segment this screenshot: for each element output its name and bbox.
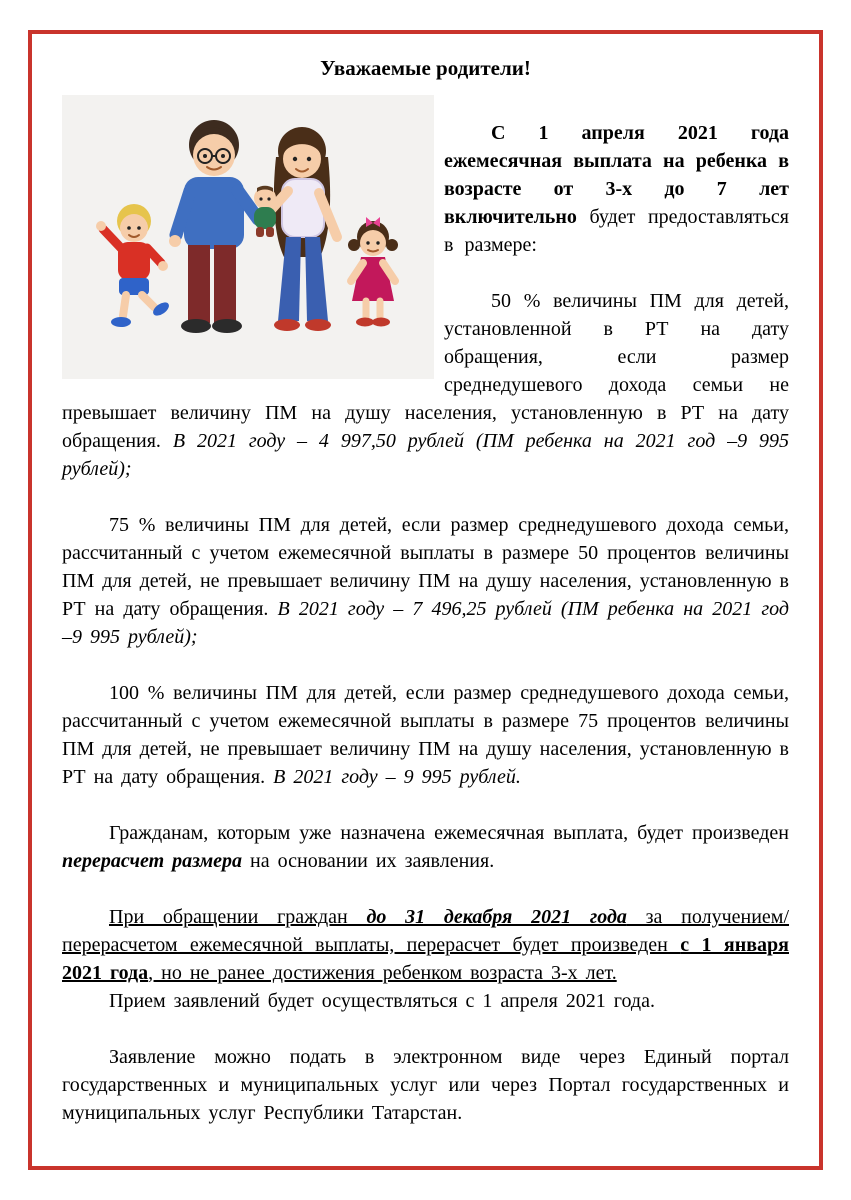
family-illustration — [62, 95, 434, 379]
paragraph-deadline — [62, 903, 789, 987]
paragraph-payment-75 — [62, 511, 789, 651]
family-cartoon-svg — [62, 95, 434, 379]
deadline-start-date: с 1 января 2021 года — [62, 934, 789, 984]
recalculation-emphasis: перерасчет размера — [62, 850, 243, 872]
paragraph-portal: Заявление можно подать в электронном виде через Единый портал государственных и муниципальных услуг или через Портал государственных и муниципальных услуг Республики Татарстан. — [62, 1046, 789, 1124]
payment-50-text: 50 % величины ПМ для детей, установленной в РТ на дату обращения, если размер среднедушевого дохода семьи не превышает величину ПМ на душу населения, установленную в РТ на дату обращения. — [62, 290, 789, 452]
payment-100-amount: В 2021 году – 9 995 рублей. — [273, 766, 521, 788]
payment-50-amount: В 2021 году – 4 997,50 рублей (ПМ ребенка на 2021 год –9 995 рублей); — [62, 430, 789, 480]
deadline-text-2: за получением/перерасчетом ежемесячной выплаты, перерасчет будет произведен — [62, 906, 790, 956]
deadline-text-1: При обращении граждан — [109, 906, 367, 928]
payment-100-text: 100 % величины ПМ для детей, если размер среднедушевого дохода семьи, рассчитанный с учетом ежемесячной выплаты в размере 75 процентов величины ПМ для детей, не превышает величину ПМ на душу населения, установленную в РТ на дату обращения. — [62, 682, 789, 788]
paragraph-acceptance: Прием заявлений будет осуществляться с 1 апреля 2021 года. — [109, 990, 655, 1012]
intro-bold-text: С 1 апреля 2021 года ежемесячная выплата на ребенка в возрасте от 3-х до 7 лет включительно — [444, 122, 789, 228]
paragraph-recalculation — [62, 819, 789, 875]
document-title: Уважаемые родители! — [320, 56, 531, 80]
paragraph-payment-100 — [62, 679, 789, 791]
deadline-date-emphasis: до 31 декабря 2021 года — [366, 906, 627, 928]
intro-rest-text: будет предоставляться в размере: — [444, 206, 789, 256]
recalculation-text-1: Гражданам, которым уже назначена ежемесячная выплата, будет произведен — [109, 822, 789, 844]
recalculation-text-2: на основании их заявления. — [242, 850, 495, 872]
deadline-text-3: , но не ранее достижения ребенком возраста 3-х лет. — [148, 962, 617, 984]
payment-75-text: 75 % величины ПМ для детей, если размер среднедушевого дохода семьи, рассчитанный с учетом ежемесячной выплаты в размере 50 процентов величины ПМ для детей, не превышает величину ПМ на душу населения, установленную в РТ на дату обращения. — [62, 514, 789, 620]
payment-75-amount: В 2021 году – 7 496,25 рублей (ПМ ребенка на 2021 год –9 995 рублей); — [62, 598, 789, 648]
page-border-frame — [28, 30, 823, 1170]
